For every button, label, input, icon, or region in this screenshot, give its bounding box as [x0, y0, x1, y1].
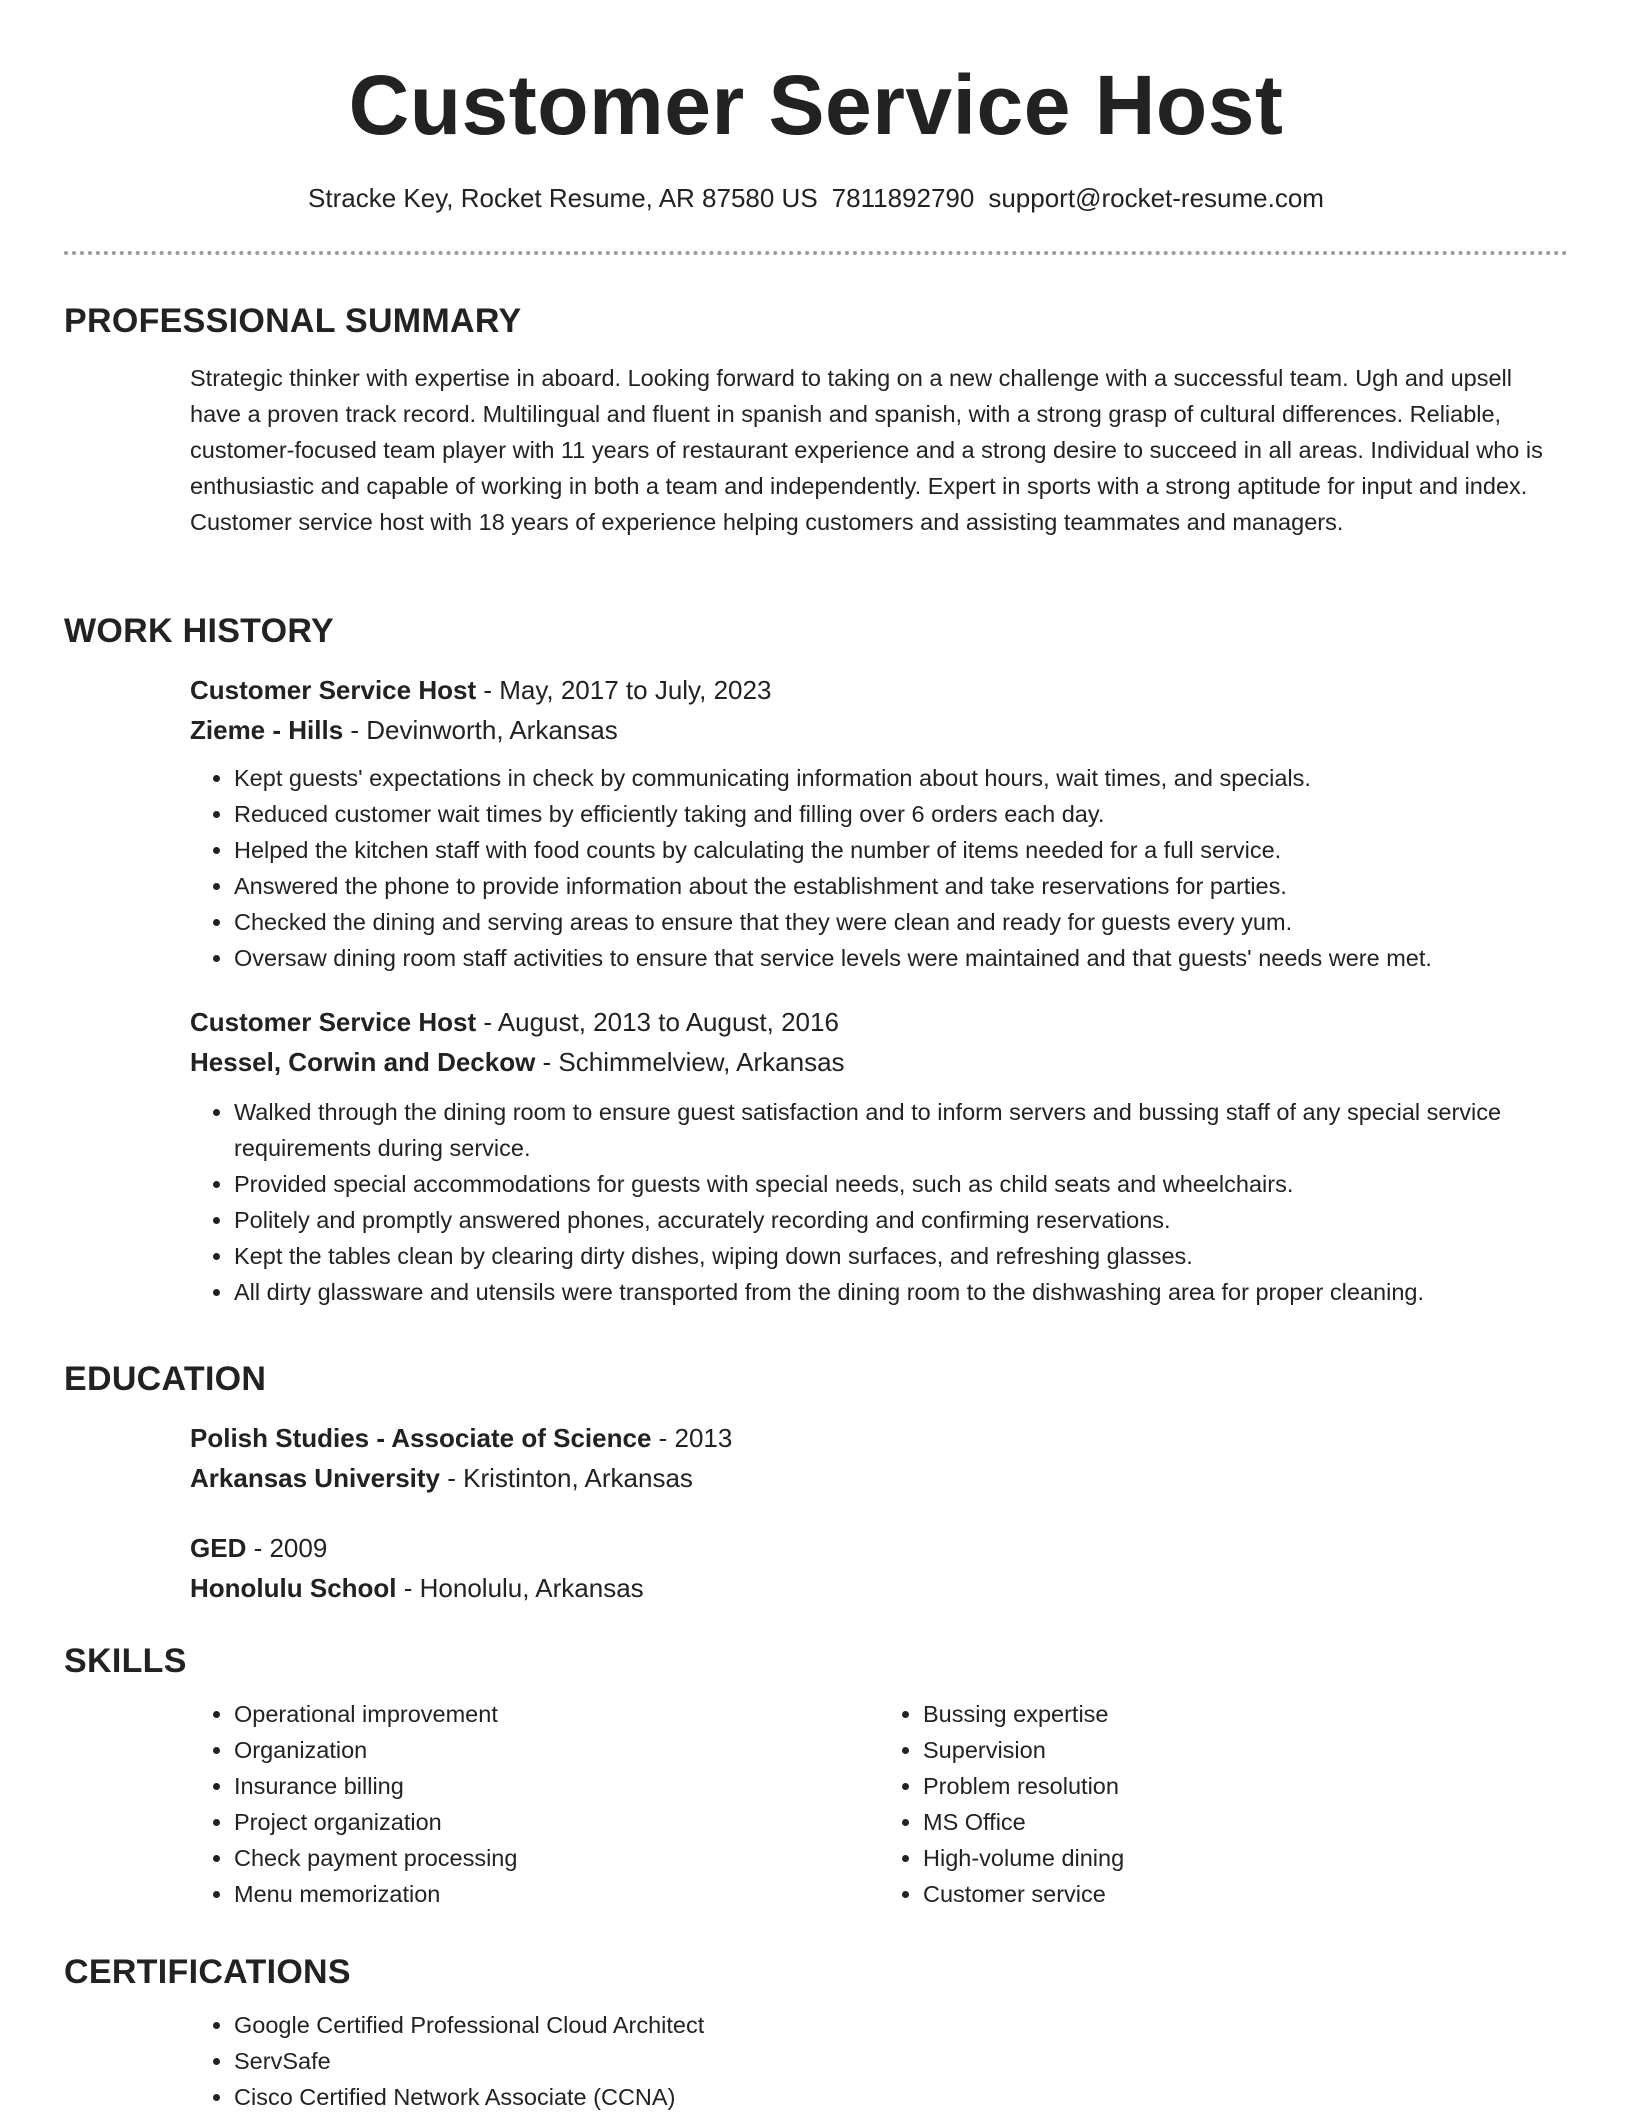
skill-item: • Insurance billing: [234, 1768, 879, 1804]
job-bullets: [190, 760, 1568, 976]
contact-phone: 7811892790: [831, 183, 975, 213]
certifications-list: [190, 2007, 1568, 2115]
education-section: [64, 1358, 1568, 1608]
skills-list-right: [879, 1696, 1568, 1912]
work-history-section: [64, 610, 1568, 1310]
skill-item: • MS Office: [923, 1804, 1568, 1840]
job-title: Customer Service Host: [190, 1007, 477, 1037]
section-heading-summary: PROFESSIONAL SUMMARY: [64, 302, 522, 340]
education-degree-line: [190, 1528, 1568, 1568]
education-degree-line: [190, 1418, 1568, 1458]
job-dates: - August, 2013 to August, 2016: [476, 1007, 839, 1037]
job-entry: [190, 1002, 1568, 1310]
job-bullet: • Provided special accommodations for guests with special needs, such as child seats and wheelchairs.: [234, 1166, 1568, 1202]
job-bullet: • Reduced customer wait times by efficiently taking and filling over 6 orders each day.: [234, 796, 1568, 832]
skill-item: • Operational improvement: [234, 1696, 879, 1732]
job-title-line: [190, 1002, 1568, 1042]
job-bullet: • Answered the phone to provide information about the establishment and take reservations for parties.: [234, 868, 1568, 904]
education-year: - 2009: [246, 1533, 328, 1563]
job-entry: [190, 670, 1568, 976]
job-company: Zieme - Hills: [190, 715, 344, 745]
job-bullet: • Politely and promptly answered phones, accurately recording and confirming reservations.: [234, 1202, 1568, 1238]
skill-item: • Supervision: [923, 1732, 1568, 1768]
skills-list-left: [190, 1696, 879, 1912]
skill-item: • Customer service: [923, 1876, 1568, 1912]
section-heading-work-history: WORK HISTORY: [64, 612, 334, 650]
summary-text: Strategic thinker with expertise in aboard. Looking forward to taking on a new challenge with a successful team. Ugh and upsell have a proven track record. Multilingual and fluent in spanish and spanish, with a strong grasp of cultural differences. Reliable, customer-focused team player with 11 years of restaurant experience and a strong desire to succeed in all areas. Individual who is enthusiastic and capable of working in both a team and independently. Expert in sports with a strong aptitude for input and index. Customer service host with 18 years of experience helping customers and assisting teammates and managers.: [190, 365, 1543, 535]
skill-item: • Problem resolution: [923, 1768, 1568, 1804]
job-company-line: [190, 710, 1568, 750]
job-bullet: • Walked through the dining room to ensure guest satisfaction and to inform servers and bussing staff of any special service requirements during service.: [234, 1094, 1568, 1166]
education-school: Arkansas University: [190, 1463, 441, 1493]
certification-item: • ServSafe: [234, 2043, 1568, 2079]
job-title-line: [190, 670, 1568, 710]
contact-line: [0, 178, 1632, 218]
job-bullet: • Helped the kitchen staff with food counts by calculating the number of items needed for a full service.: [234, 832, 1568, 868]
header-divider: [64, 251, 1568, 255]
certification-item: • Google Certified Professional Cloud Architect: [234, 2007, 1568, 2043]
education-school-line: [190, 1458, 1568, 1498]
summary-section: [64, 300, 1568, 540]
education-location: - Honolulu, Arkansas: [396, 1573, 644, 1603]
skill-item: • Menu memorization: [234, 1876, 879, 1912]
contact-address: Stracke Key, Rocket Resume, AR 87580 US: [308, 183, 818, 213]
job-dates: - May, 2017 to July, 2023: [476, 675, 772, 705]
job-bullet: • Kept guests' expectations in check by communicating information about hours, wait times, and specials.: [234, 760, 1568, 796]
skill-item: • Organization: [234, 1732, 879, 1768]
certifications-section: [64, 1951, 1568, 2115]
education-school-line: [190, 1568, 1568, 1608]
job-bullets: [190, 1094, 1568, 1310]
resume-name: Customer Service Host: [348, 58, 1284, 152]
section-heading-certifications: CERTIFICATIONS: [64, 1953, 351, 1991]
job-bullet: • All dirty glassware and utensils were transported from the dining room to the dishwashing area for proper cleaning.: [234, 1274, 1568, 1310]
contact-email: support@rocket-resume.com: [988, 183, 1324, 213]
job-bullet: • Oversaw dining room staff activities to ensure that service levels were maintained and that guests' needs were met.: [234, 940, 1568, 976]
skills-columns: [190, 1696, 1568, 1912]
job-bullet: • Checked the dining and serving areas to ensure that they were clean and ready for guests every yum.: [234, 904, 1568, 940]
job-company-line: [190, 1042, 1568, 1082]
section-heading-skills: SKILLS: [64, 1642, 187, 1680]
education-location: - Kristinton, Arkansas: [440, 1463, 693, 1493]
education-entry: [190, 1418, 1568, 1498]
education-school: Honolulu School: [190, 1573, 397, 1603]
education-year: - 2013: [651, 1423, 733, 1453]
skill-item: • High-volume dining: [923, 1840, 1568, 1876]
education-entry: [190, 1528, 1568, 1608]
education-degree: GED: [190, 1533, 247, 1563]
job-location: - Devinworth, Arkansas: [343, 715, 618, 745]
skill-item: • Bussing expertise: [923, 1696, 1568, 1732]
education-degree: Polish Studies - Associate of Science: [190, 1423, 652, 1453]
skills-section: [64, 1640, 1568, 1912]
job-company: Hessel, Corwin and Deckow: [190, 1047, 536, 1077]
skill-item: • Project organization: [234, 1804, 879, 1840]
skill-item: • Check payment processing: [234, 1840, 879, 1876]
job-title: Customer Service Host: [190, 675, 477, 705]
section-heading-education: EDUCATION: [64, 1360, 267, 1398]
job-location: - Schimmelview, Arkansas: [535, 1047, 845, 1077]
certification-item: • Cisco Certified Network Associate (CCNA): [234, 2079, 1568, 2115]
job-bullet: • Kept the tables clean by clearing dirty dishes, wiping down surfaces, and refreshing glasses.: [234, 1238, 1568, 1274]
